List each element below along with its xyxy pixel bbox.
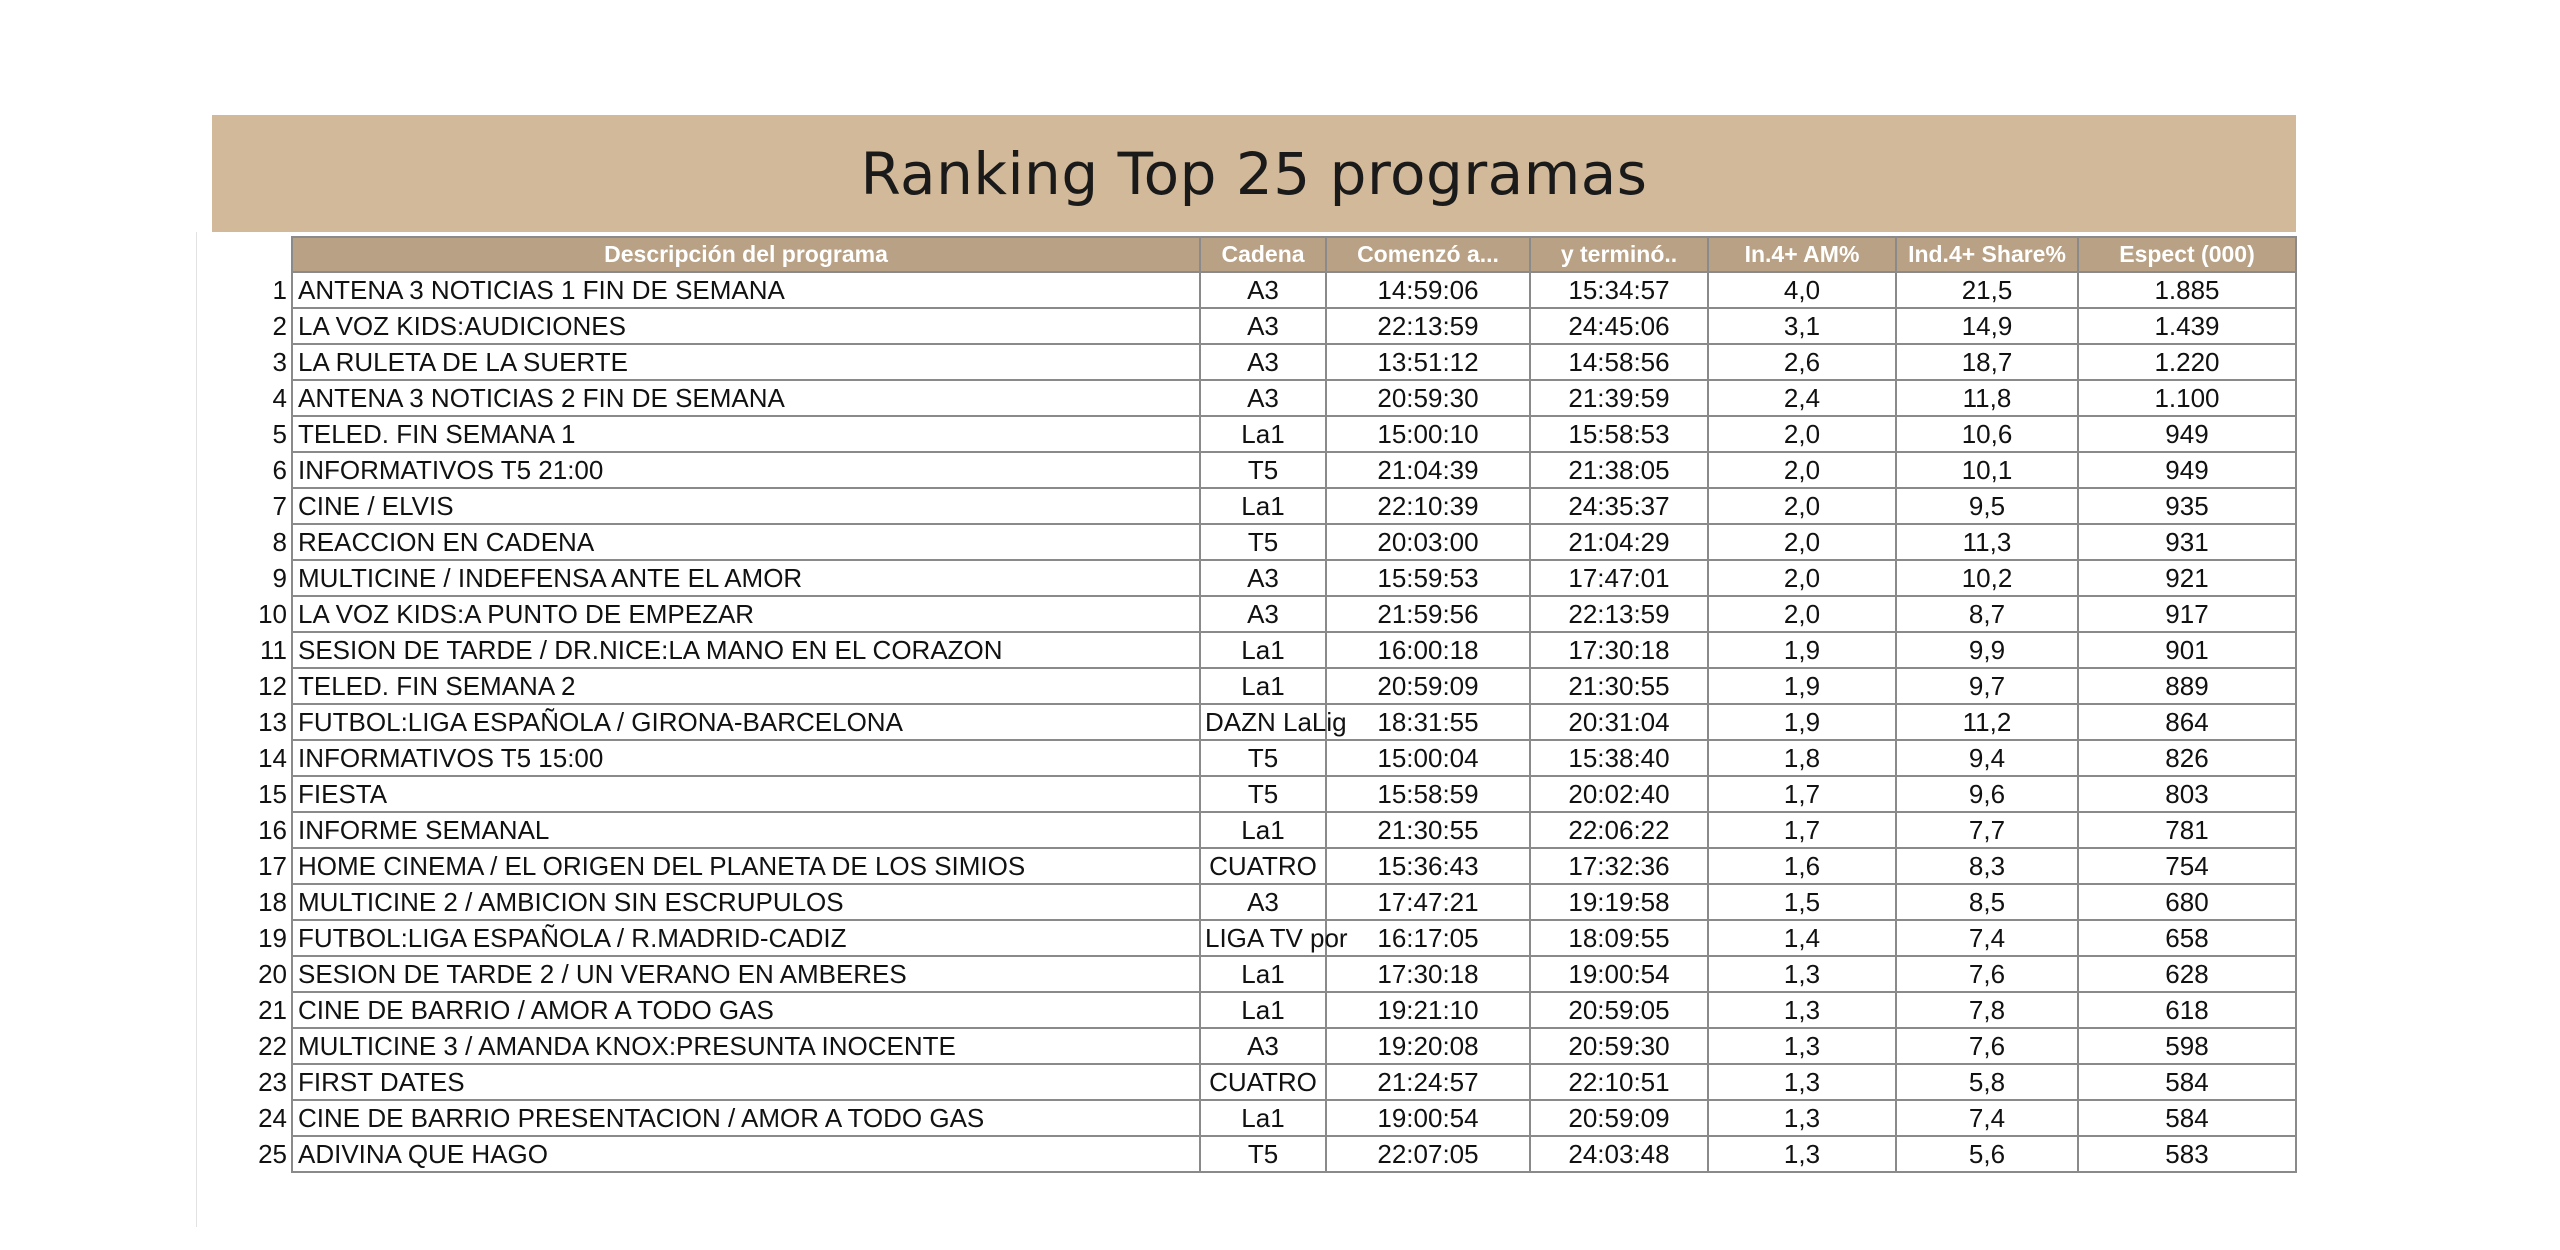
channel-cell: A3 (1200, 344, 1326, 380)
am-cell: 1,3 (1708, 1028, 1896, 1064)
viewers-cell: 1.100 (2078, 380, 2296, 416)
am-cell: 1,9 (1708, 704, 1896, 740)
channel-cell: T5 (1200, 740, 1326, 776)
header-cadena: Cadena (1200, 237, 1326, 272)
table-row (212, 884, 2296, 920)
start-time-cell: 15:59:53 (1326, 560, 1530, 596)
viewers-cell: 889 (2078, 668, 2296, 704)
am-cell: 1,7 (1708, 812, 1896, 848)
rank-cell: 17 (258, 850, 287, 881)
header-share: Ind.4+ Share% (1896, 237, 2078, 272)
rank-cell: 20 (258, 958, 287, 989)
end-time-cell: 19:19:58 (1530, 884, 1708, 920)
end-time-cell: 15:58:53 (1530, 416, 1708, 452)
start-time-cell: 17:47:21 (1326, 884, 1530, 920)
description-cell: REACCION EN CADENA (292, 524, 1200, 560)
viewers-cell: 921 (2078, 560, 2296, 596)
table-row (212, 956, 2296, 992)
start-time-cell: 17:30:18 (1326, 956, 1530, 992)
rank-cell: 6 (272, 454, 287, 485)
viewers-cell: 754 (2078, 848, 2296, 884)
channel-cell: A3 (1200, 596, 1326, 632)
am-cell: 1,9 (1708, 668, 1896, 704)
description-cell: CINE DE BARRIO / AMOR A TODO GAS (292, 992, 1200, 1028)
channel-cell: La1 (1200, 416, 1326, 452)
viewers-cell: 680 (2078, 884, 2296, 920)
channel-cell: La1 (1200, 632, 1326, 668)
viewers-cell: 864 (2078, 704, 2296, 740)
am-cell: 1,5 (1708, 884, 1896, 920)
start-time-cell: 21:30:55 (1326, 812, 1530, 848)
viewers-cell: 901 (2078, 632, 2296, 668)
description-cell: HOME CINEMA / EL ORIGEN DEL PLANETA DE LOS SIMIOS (292, 848, 1200, 884)
end-time-cell: 14:58:56 (1530, 344, 1708, 380)
end-time-cell: 15:34:57 (1530, 272, 1708, 308)
am-cell: 2,0 (1708, 596, 1896, 632)
end-time-cell: 21:38:05 (1530, 452, 1708, 488)
channel-cell: La1 (1200, 956, 1326, 992)
channel-cell: La1 (1200, 1100, 1326, 1136)
description-cell: ANTENA 3 NOTICIAS 1 FIN DE SEMANA (292, 272, 1200, 308)
start-time-cell: 21:04:39 (1326, 452, 1530, 488)
viewers-cell: 584 (2078, 1064, 2296, 1100)
rank-cell: 14 (258, 742, 287, 773)
description-cell: CINE / ELVIS (292, 488, 1200, 524)
table-row (212, 344, 2296, 380)
rank-cell: 2 (272, 310, 287, 341)
table-row (212, 992, 2296, 1028)
description-cell: INFORMATIVOS T5 15:00 (292, 740, 1200, 776)
rank-cell: 23 (258, 1066, 287, 1097)
table-row (212, 632, 2296, 668)
am-cell: 1,3 (1708, 1100, 1896, 1136)
am-cell: 1,3 (1708, 1136, 1896, 1172)
share-cell: 10,1 (1896, 452, 2078, 488)
start-time-cell: 19:00:54 (1326, 1100, 1530, 1136)
end-time-cell: 24:35:37 (1530, 488, 1708, 524)
share-cell: 14,9 (1896, 308, 2078, 344)
table-row (212, 596, 2296, 632)
channel-cell: DAZN LaLig (1200, 704, 1326, 740)
start-time-cell: 22:13:59 (1326, 308, 1530, 344)
table-row (212, 416, 2296, 452)
start-time-cell: 21:24:57 (1326, 1064, 1530, 1100)
am-cell: 2,4 (1708, 380, 1896, 416)
page-title: Ranking Top 25 programas (860, 139, 1648, 208)
table-row (212, 1064, 2296, 1100)
viewers-cell: 803 (2078, 776, 2296, 812)
rank-cell: 13 (258, 706, 287, 737)
share-cell: 11,2 (1896, 704, 2078, 740)
header-am: In.4+ AM% (1708, 237, 1896, 272)
viewers-cell: 935 (2078, 488, 2296, 524)
description-cell: ANTENA 3 NOTICIAS 2 FIN DE SEMANA (292, 380, 1200, 416)
share-cell: 7,4 (1896, 1100, 2078, 1136)
viewers-cell: 931 (2078, 524, 2296, 560)
rank-cell: 7 (272, 490, 287, 521)
rank-cell: 1 (272, 274, 287, 305)
rank-cell: 10 (258, 598, 287, 629)
description-cell: MULTICINE 3 / AMANDA KNOX:PRESUNTA INOCENTE (292, 1028, 1200, 1064)
viewers-cell: 917 (2078, 596, 2296, 632)
end-time-cell: 22:06:22 (1530, 812, 1708, 848)
channel-cell: T5 (1200, 776, 1326, 812)
am-cell: 1,7 (1708, 776, 1896, 812)
share-cell: 8,5 (1896, 884, 2078, 920)
viewers-cell: 949 (2078, 416, 2296, 452)
start-time-cell: 21:59:56 (1326, 596, 1530, 632)
rank-cell: 11 (260, 634, 287, 665)
table-row (212, 740, 2296, 776)
rank-cell: 16 (258, 814, 287, 845)
am-cell: 1,6 (1708, 848, 1896, 884)
channel-cell: La1 (1200, 812, 1326, 848)
description-cell: LA VOZ KIDS:AUDICIONES (292, 308, 1200, 344)
end-time-cell: 18:09:55 (1530, 920, 1708, 956)
am-cell: 2,0 (1708, 416, 1896, 452)
channel-cell: CUATRO (1200, 848, 1326, 884)
description-cell: SESION DE TARDE 2 / UN VERANO EN AMBERES (292, 956, 1200, 992)
start-time-cell: 15:58:59 (1326, 776, 1530, 812)
channel-cell: A3 (1200, 308, 1326, 344)
channel-cell: A3 (1200, 560, 1326, 596)
table-row (212, 920, 2296, 956)
end-time-cell: 15:38:40 (1530, 740, 1708, 776)
end-time-cell: 17:30:18 (1530, 632, 1708, 668)
share-cell: 9,9 (1896, 632, 2078, 668)
share-cell: 5,6 (1896, 1136, 2078, 1172)
rank-cell: 9 (272, 562, 287, 593)
table-row (212, 1100, 2296, 1136)
am-cell: 1,9 (1708, 632, 1896, 668)
end-time-cell: 22:10:51 (1530, 1064, 1708, 1100)
viewers-cell: 618 (2078, 992, 2296, 1028)
am-cell: 1,3 (1708, 956, 1896, 992)
ranking-sheet (212, 115, 2296, 1169)
end-time-cell: 20:59:30 (1530, 1028, 1708, 1064)
table-row (212, 560, 2296, 596)
end-time-cell: 21:04:29 (1530, 524, 1708, 560)
rank-cell: 12 (258, 670, 287, 701)
channel-cell: CUATRO (1200, 1064, 1326, 1100)
start-time-cell: 20:59:30 (1326, 380, 1530, 416)
rank-cell: 4 (272, 382, 287, 413)
table-row (212, 380, 2296, 416)
share-cell: 8,3 (1896, 848, 2078, 884)
table-row (212, 452, 2296, 488)
rank-cell: 25 (258, 1138, 287, 1169)
header-descripcion: Descripción del programa (292, 237, 1200, 272)
end-time-cell: 22:13:59 (1530, 596, 1708, 632)
am-cell: 3,1 (1708, 308, 1896, 344)
description-cell: MULTICINE / INDEFENSA ANTE EL AMOR (292, 560, 1200, 596)
share-cell: 7,6 (1896, 1028, 2078, 1064)
rank-cell: 8 (272, 526, 287, 557)
table-body (212, 272, 2296, 1172)
table-row (212, 668, 2296, 704)
end-time-cell: 20:31:04 (1530, 704, 1708, 740)
description-cell: CINE DE BARRIO PRESENTACION / AMOR A TODO GAS (292, 1100, 1200, 1136)
viewers-cell: 628 (2078, 956, 2296, 992)
share-cell: 5,8 (1896, 1064, 2078, 1100)
channel-cell: T5 (1200, 452, 1326, 488)
viewers-cell: 949 (2078, 452, 2296, 488)
table-row (212, 704, 2296, 740)
channel-cell: LIGA TV por (1200, 920, 1326, 956)
share-cell: 9,4 (1896, 740, 2078, 776)
am-cell: 4,0 (1708, 272, 1896, 308)
channel-cell: A3 (1200, 1028, 1326, 1064)
ranking-table-wrap (212, 236, 2296, 1173)
rank-cell: 15 (258, 778, 287, 809)
share-cell: 9,7 (1896, 668, 2078, 704)
viewers-cell: 583 (2078, 1136, 2296, 1172)
start-time-cell: 19:20:08 (1326, 1028, 1530, 1064)
rank-header (212, 237, 292, 272)
rank-cell: 19 (258, 922, 287, 953)
description-cell: SESION DE TARDE / DR.NICE:LA MANO EN EL CORAZON (292, 632, 1200, 668)
start-time-cell: 13:51:12 (1326, 344, 1530, 380)
start-time-cell: 15:36:43 (1326, 848, 1530, 884)
table-row (212, 812, 2296, 848)
table-row (212, 1136, 2296, 1172)
end-time-cell: 20:59:05 (1530, 992, 1708, 1028)
am-cell: 2,0 (1708, 524, 1896, 560)
description-cell: FIESTA (292, 776, 1200, 812)
end-time-cell: 19:00:54 (1530, 956, 1708, 992)
start-time-cell: 16:00:18 (1326, 632, 1530, 668)
description-cell: MULTICINE 2 / AMBICION SIN ESCRUPULOS (292, 884, 1200, 920)
start-time-cell: 22:10:39 (1326, 488, 1530, 524)
channel-cell: A3 (1200, 272, 1326, 308)
table-row (212, 524, 2296, 560)
am-cell: 1,3 (1708, 1064, 1896, 1100)
end-time-cell: 24:03:48 (1530, 1136, 1708, 1172)
am-cell: 2,0 (1708, 560, 1896, 596)
header-termino: y terminó.. (1530, 237, 1708, 272)
description-cell: INFORMATIVOS T5 21:00 (292, 452, 1200, 488)
start-time-cell: 20:59:09 (1326, 668, 1530, 704)
start-time-cell: 19:21:10 (1326, 992, 1530, 1028)
start-time-cell: 22:07:05 (1326, 1136, 1530, 1172)
viewers-cell: 1.885 (2078, 272, 2296, 308)
share-cell: 10,6 (1896, 416, 2078, 452)
start-time-cell: 16:17:05 (1326, 920, 1530, 956)
rank-cell: 21 (258, 994, 287, 1025)
description-cell: LA VOZ KIDS:A PUNTO DE EMPEZAR (292, 596, 1200, 632)
description-cell: INFORME SEMANAL (292, 812, 1200, 848)
end-time-cell: 17:32:36 (1530, 848, 1708, 884)
share-cell: 7,8 (1896, 992, 2078, 1028)
channel-cell: La1 (1200, 488, 1326, 524)
description-cell: LA RULETA DE LA SUERTE (292, 344, 1200, 380)
share-cell: 9,6 (1896, 776, 2078, 812)
channel-cell: La1 (1200, 668, 1326, 704)
start-time-cell: 20:03:00 (1326, 524, 1530, 560)
viewers-cell: 584 (2078, 1100, 2296, 1136)
table-row (212, 272, 2296, 308)
channel-cell: T5 (1200, 1136, 1326, 1172)
table-row (212, 308, 2296, 344)
end-time-cell: 24:45:06 (1530, 308, 1708, 344)
channel-cell: A3 (1200, 884, 1326, 920)
start-time-cell: 18:31:55 (1326, 704, 1530, 740)
am-cell: 1,4 (1708, 920, 1896, 956)
channel-cell: La1 (1200, 992, 1326, 1028)
rank-cell: 24 (258, 1102, 287, 1133)
description-cell: FUTBOL:LIGA ESPAÑOLA / R.MADRID-CADIZ (292, 920, 1200, 956)
rank-cell: 3 (272, 346, 287, 377)
sheet-edge-line (196, 232, 197, 1227)
description-cell: FIRST DATES (292, 1064, 1200, 1100)
share-cell: 11,3 (1896, 524, 2078, 560)
header-comenzo: Comenzó a... (1326, 237, 1530, 272)
end-time-cell: 20:02:40 (1530, 776, 1708, 812)
share-cell: 7,7 (1896, 812, 2078, 848)
start-time-cell: 15:00:04 (1326, 740, 1530, 776)
viewers-cell: 781 (2078, 812, 2296, 848)
table-row (212, 488, 2296, 524)
viewers-cell: 826 (2078, 740, 2296, 776)
am-cell: 1,8 (1708, 740, 1896, 776)
end-time-cell: 21:39:59 (1530, 380, 1708, 416)
share-cell: 10,2 (1896, 560, 2078, 596)
viewers-cell: 598 (2078, 1028, 2296, 1064)
viewers-cell: 1.220 (2078, 344, 2296, 380)
table-header-row (212, 237, 2296, 272)
table-row (212, 776, 2296, 812)
start-time-cell: 14:59:06 (1326, 272, 1530, 308)
share-cell: 21,5 (1896, 272, 2078, 308)
description-cell: FUTBOL:LIGA ESPAÑOLA / GIRONA-BARCELONA (292, 704, 1200, 740)
description-cell: TELED. FIN SEMANA 1 (292, 416, 1200, 452)
end-time-cell: 17:47:01 (1530, 560, 1708, 596)
ranking-table (212, 236, 2297, 1173)
share-cell: 8,7 (1896, 596, 2078, 632)
share-cell: 9,5 (1896, 488, 2078, 524)
table-row (212, 1028, 2296, 1064)
start-time-cell: 15:00:10 (1326, 416, 1530, 452)
viewers-cell: 658 (2078, 920, 2296, 956)
description-cell: TELED. FIN SEMANA 2 (292, 668, 1200, 704)
am-cell: 2,0 (1708, 488, 1896, 524)
am-cell: 1,3 (1708, 992, 1896, 1028)
share-cell: 7,4 (1896, 920, 2078, 956)
channel-cell: A3 (1200, 380, 1326, 416)
channel-cell: T5 (1200, 524, 1326, 560)
table-row (212, 848, 2296, 884)
share-cell: 7,6 (1896, 956, 2078, 992)
description-cell: ADIVINA QUE HAGO (292, 1136, 1200, 1172)
end-time-cell: 20:59:09 (1530, 1100, 1708, 1136)
rank-cell: 18 (258, 886, 287, 917)
share-cell: 11,8 (1896, 380, 2078, 416)
rank-cell: 22 (258, 1030, 287, 1061)
am-cell: 2,6 (1708, 344, 1896, 380)
rank-cell: 5 (272, 418, 287, 449)
end-time-cell: 21:30:55 (1530, 668, 1708, 704)
header-espect: Espect (000) (2078, 237, 2296, 272)
am-cell: 2,0 (1708, 452, 1896, 488)
title-band (212, 115, 2296, 232)
share-cell: 18,7 (1896, 344, 2078, 380)
viewers-cell: 1.439 (2078, 308, 2296, 344)
